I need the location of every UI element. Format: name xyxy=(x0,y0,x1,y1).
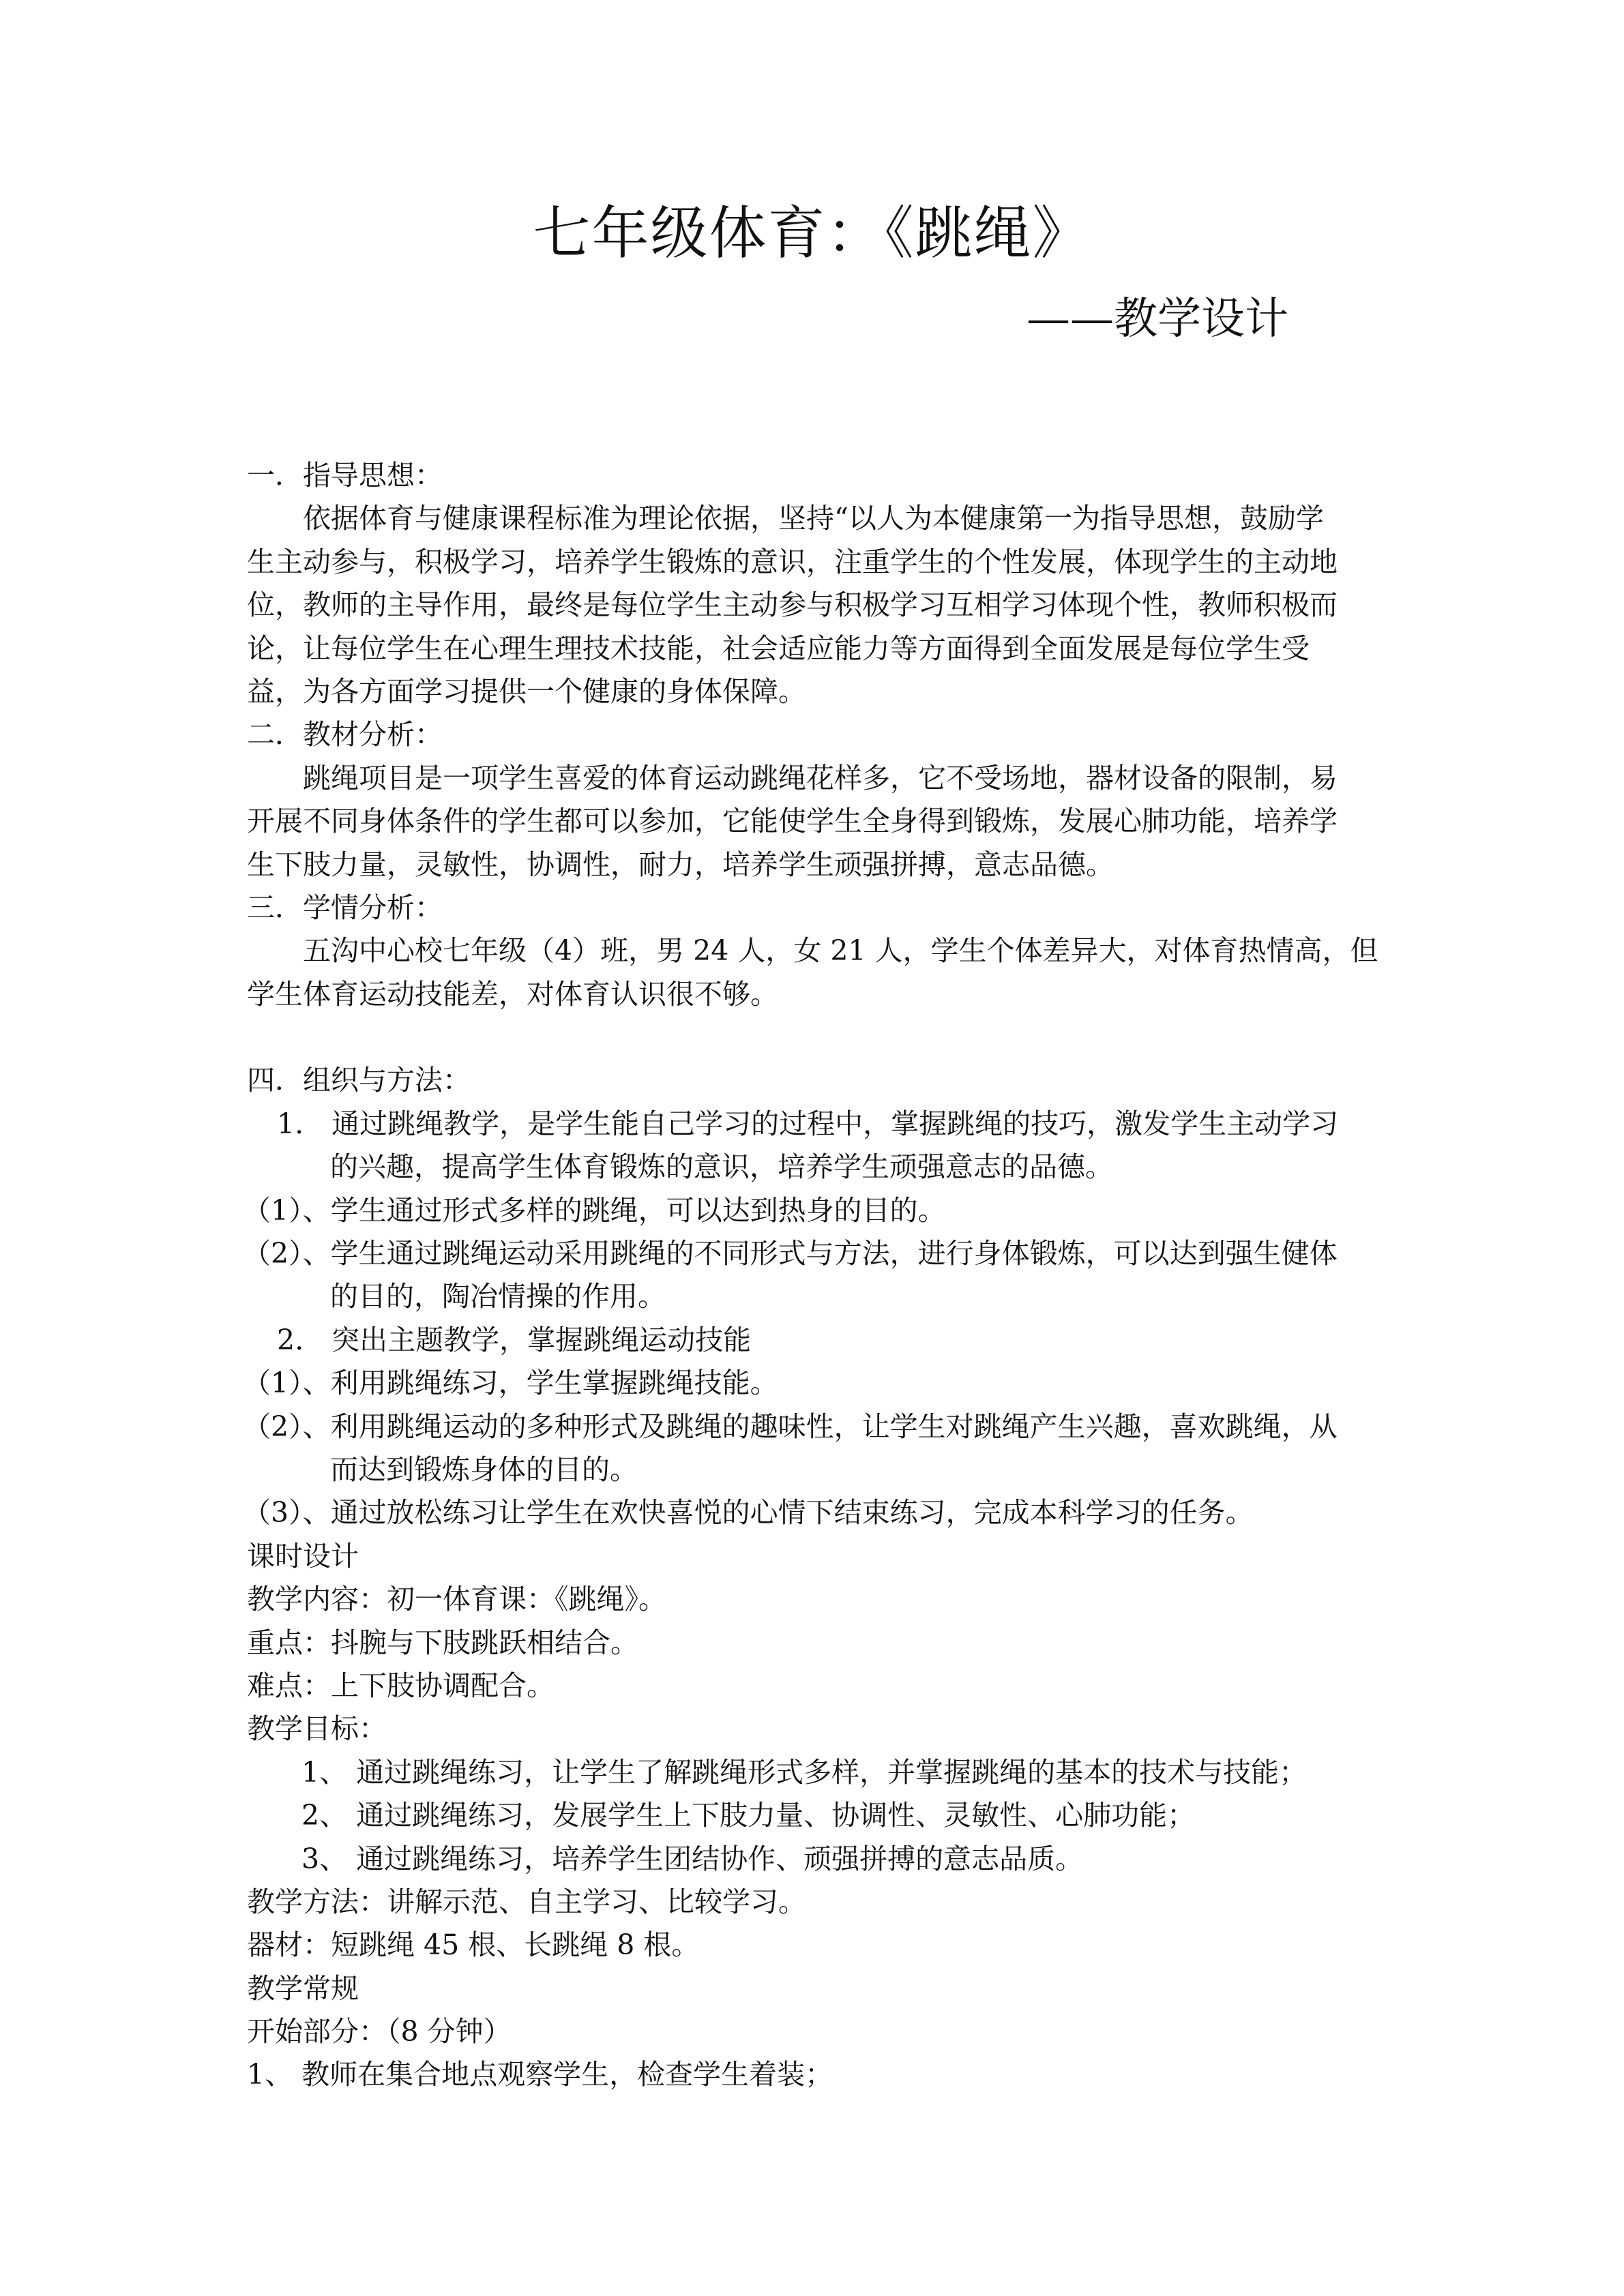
paragraph-line: 学生体育运动技能差，对体育认识很不够。 xyxy=(247,977,778,1011)
sub-item: （1）、学生通过形式多样的跳绳，可以达到热身的目的。 xyxy=(243,1193,946,1227)
lesson-goal-item: 3、 通过跳绳练习，培养学生团结协作、顽强拼搏的意志品质。 xyxy=(301,1842,1084,1875)
paragraph-line: 生下肢力量，灵敏性，协调性，耐力，培养学生顽强拼搏，意志品德。 xyxy=(247,848,1114,881)
paragraph-line: 开展不同身体条件的学生都可以参加，它能使学生全身得到锻炼，发展心肺功能，培养学 xyxy=(247,805,1338,838)
lesson-goal-item: 1、 通过跳绳练习，让学生了解跳绳形式多样，并掌握跳绳的基本的技术与技能； xyxy=(301,1755,1308,1789)
paragraph-line: 益，为各方面学习提供一个健康的身体保障。 xyxy=(247,674,806,708)
sub-item: （1）、利用跳绳练习，学生掌握跳绳技能。 xyxy=(243,1367,778,1400)
lesson-design-heading: 课时设计 xyxy=(247,1539,359,1572)
lesson-key-point: 重点：抖腕与下肢跳跃相结合。 xyxy=(247,1626,638,1659)
numbered-item: 2. 突出主题教学，掌握跳绳运动技能 xyxy=(277,1323,752,1356)
paragraph-line: 跳绳项目是一项学生喜爱的体育运动跳绳花样多，它不受场地，器材设备的限制，易 xyxy=(303,761,1338,794)
numbered-item: 1. 通过跳绳教学，是学生能自己学习的过程中，掌握跳绳的技巧，激发学生主动学习 xyxy=(277,1107,1339,1140)
section-heading-organization-methods: 四．组织与方法： xyxy=(247,1064,471,1097)
paragraph-line: 论，让每位学生在心理生理技术技能，社会适应能力等方面得到全面发展是每位学生受 xyxy=(247,631,1310,665)
section-heading-student-analysis: 三．学情分析： xyxy=(247,891,443,924)
section-heading-guiding-thought: 一．指导思想： xyxy=(247,459,443,492)
numbered-item-continuation: 的兴趣，提高学生体育锻炼的意识，培养学生顽强意志的品德。 xyxy=(330,1150,1113,1184)
lesson-content: 教学内容：初一体育课：《跳绳》。 xyxy=(247,1583,666,1616)
sub-item-continuation: 而达到锻炼身体的目的。 xyxy=(330,1452,638,1486)
sub-item-continuation: 的目的，陶冶情操的作用。 xyxy=(330,1280,666,1313)
paragraph-line: 生主动参与，积极学习，培养学生锻炼的意识，注重学生的个性发展，体现学生的主动地 xyxy=(247,545,1338,578)
lesson-goal-item: 2、 通过跳绳练习，发展学生上下肢力量、协调性、灵敏性、心肺功能； xyxy=(301,1799,1196,1832)
document-body xyxy=(243,454,1386,2097)
sub-item: （2）、学生通过跳绳运动采用跳绳的不同形式与方法，进行身体锻炼，可以达到强生健体 xyxy=(243,1237,1338,1270)
sub-item: （2）、利用跳绳运动的多种形式及跳绳的趣味性，让学生对跳绳产生兴趣，喜欢跳绳，从 xyxy=(243,1410,1338,1443)
blank-line xyxy=(247,1016,1386,1059)
lesson-methods: 教学方法：讲解示范、自主学习、比较学习。 xyxy=(247,1885,806,1918)
document-title: 七年级体育：《跳绳》 xyxy=(533,200,1091,267)
section-heading-material-analysis: 二．教材分析： xyxy=(247,718,443,751)
sub-item: （3）、通过放松练习让学生在欢快喜悦的心情下结束练习，完成本科学习的任务。 xyxy=(243,1496,1254,1530)
lesson-routine: 教学常规 xyxy=(247,1971,359,2005)
lesson-start-part: 开始部分：（8 分钟） xyxy=(247,2015,512,2048)
paragraph-line: 位，教师的主导作用，最终是每位学生主动参与积极学习互相学习体现个性，教师积极而 xyxy=(247,588,1338,622)
paragraph-line: 依据体育与健康课程标准为理论依据，坚持“以人为本健康第一为指导思想，鼓励学 xyxy=(303,502,1324,535)
document-subtitle: ——教学设计 xyxy=(1027,294,1288,344)
lesson-difficulty: 难点：上下肢协调配合。 xyxy=(247,1669,555,1702)
paragraph-line: 五沟中心校七年级（4）班，男 24 人，女 21 人，学生个体差异大，对体育热情高，但 xyxy=(303,934,1378,968)
lesson-equipment: 器材：短跳绳 45 根、长跳绳 8 根。 xyxy=(247,1928,700,1962)
lesson-step: 1、 教师在集合地点观察学生，检查学生着装； xyxy=(247,2058,833,2091)
lesson-goals-heading: 教学目标： xyxy=(247,1712,387,1746)
